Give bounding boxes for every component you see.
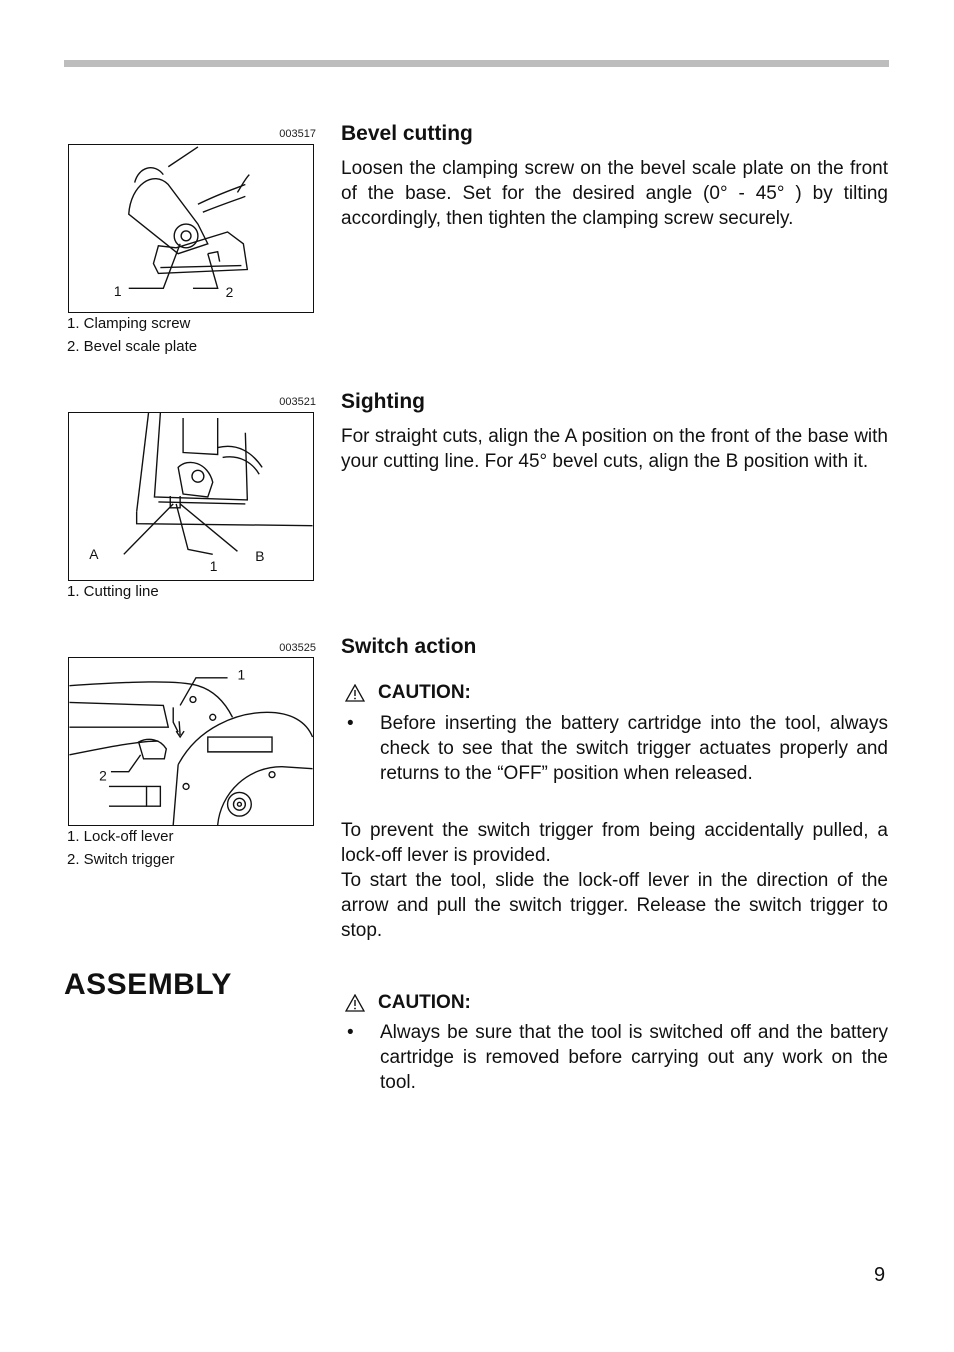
page-number: 9 (874, 1264, 886, 1286)
callout-label: 2 (99, 767, 107, 784)
legend-item: 1. Lock-off lever (67, 828, 174, 845)
caution-label (345, 682, 471, 704)
warning-icon (345, 684, 365, 702)
sighting-illustration (69, 413, 313, 580)
caution-text: CAUTION: (378, 992, 471, 1013)
section-title-assembly: ASSEMBLY (64, 968, 232, 1001)
header-rule (64, 60, 889, 67)
heading-switch-action: Switch action (341, 635, 477, 658)
figure-bevel-cutting (68, 144, 314, 313)
heading-bevel-cutting: Bevel cutting (341, 122, 473, 145)
figure-legend (67, 312, 197, 358)
legend-item: 2. Switch trigger (67, 851, 175, 868)
caution-bullet (341, 711, 888, 786)
heading-sighting: Sighting (341, 390, 425, 413)
switch-text-2: To start the tool, slide the lock-off lever in the direction of the arrow and pull the switch trigger. Release the switch trigger to stop. (341, 870, 888, 941)
bullet-dot: • (347, 713, 354, 734)
legend-item: 2. Bevel scale plate (67, 338, 198, 355)
bevel-cutting-text: Loosen the clamping screw on the bevel scale plate on the front of the base. Set for the desired angle (0° - 45° ) by tilting accordingly, then tighten the clamping screw securely. (341, 158, 888, 229)
figure-code: 003525 (279, 642, 316, 654)
callout-label: 1 (113, 283, 122, 300)
caution-bullet-text: Always be sure that the tool is switched off and the battery cartridge is removed before carrying out any work on the tool. (380, 1022, 888, 1093)
switch-text-1: To prevent the switch trigger from being accidentally pulled, a lock-off lever is provided. (341, 820, 888, 866)
switch-action-illustration (69, 658, 313, 825)
sighting-text: For straight cuts, align the A position on the front of the base with your cutting line. For 45° bevel cuts, align the B position with it. (341, 426, 888, 472)
bevel-cutting-illustration (69, 145, 313, 312)
warning-icon (345, 994, 365, 1012)
legend-item: 1. Clamping screw (67, 315, 191, 332)
figure-code: 003521 (279, 396, 316, 408)
callout-label: 1 (237, 666, 246, 683)
callout-label: A (89, 546, 99, 563)
caution-text: CAUTION: (378, 682, 471, 703)
callout-label: 1 (209, 558, 218, 575)
caution-bullet (341, 1020, 888, 1095)
bullet-dot: • (347, 1022, 354, 1043)
figure-switch-action (68, 657, 314, 826)
legend-item: 1. Cutting line (67, 583, 159, 600)
caution-bullet-text: Before inserting the battery cartridge into the tool, always check to see that the switch trigger actuates properly and returns to the “OFF” position when released. (380, 713, 888, 784)
figure-sighting (68, 412, 314, 581)
callout-label: 2 (225, 284, 234, 301)
figure-code: 003517 (279, 128, 316, 140)
caution-label (345, 992, 471, 1014)
figure-legend (67, 580, 159, 603)
figure-legend (67, 825, 175, 871)
callout-label: B (255, 548, 265, 565)
